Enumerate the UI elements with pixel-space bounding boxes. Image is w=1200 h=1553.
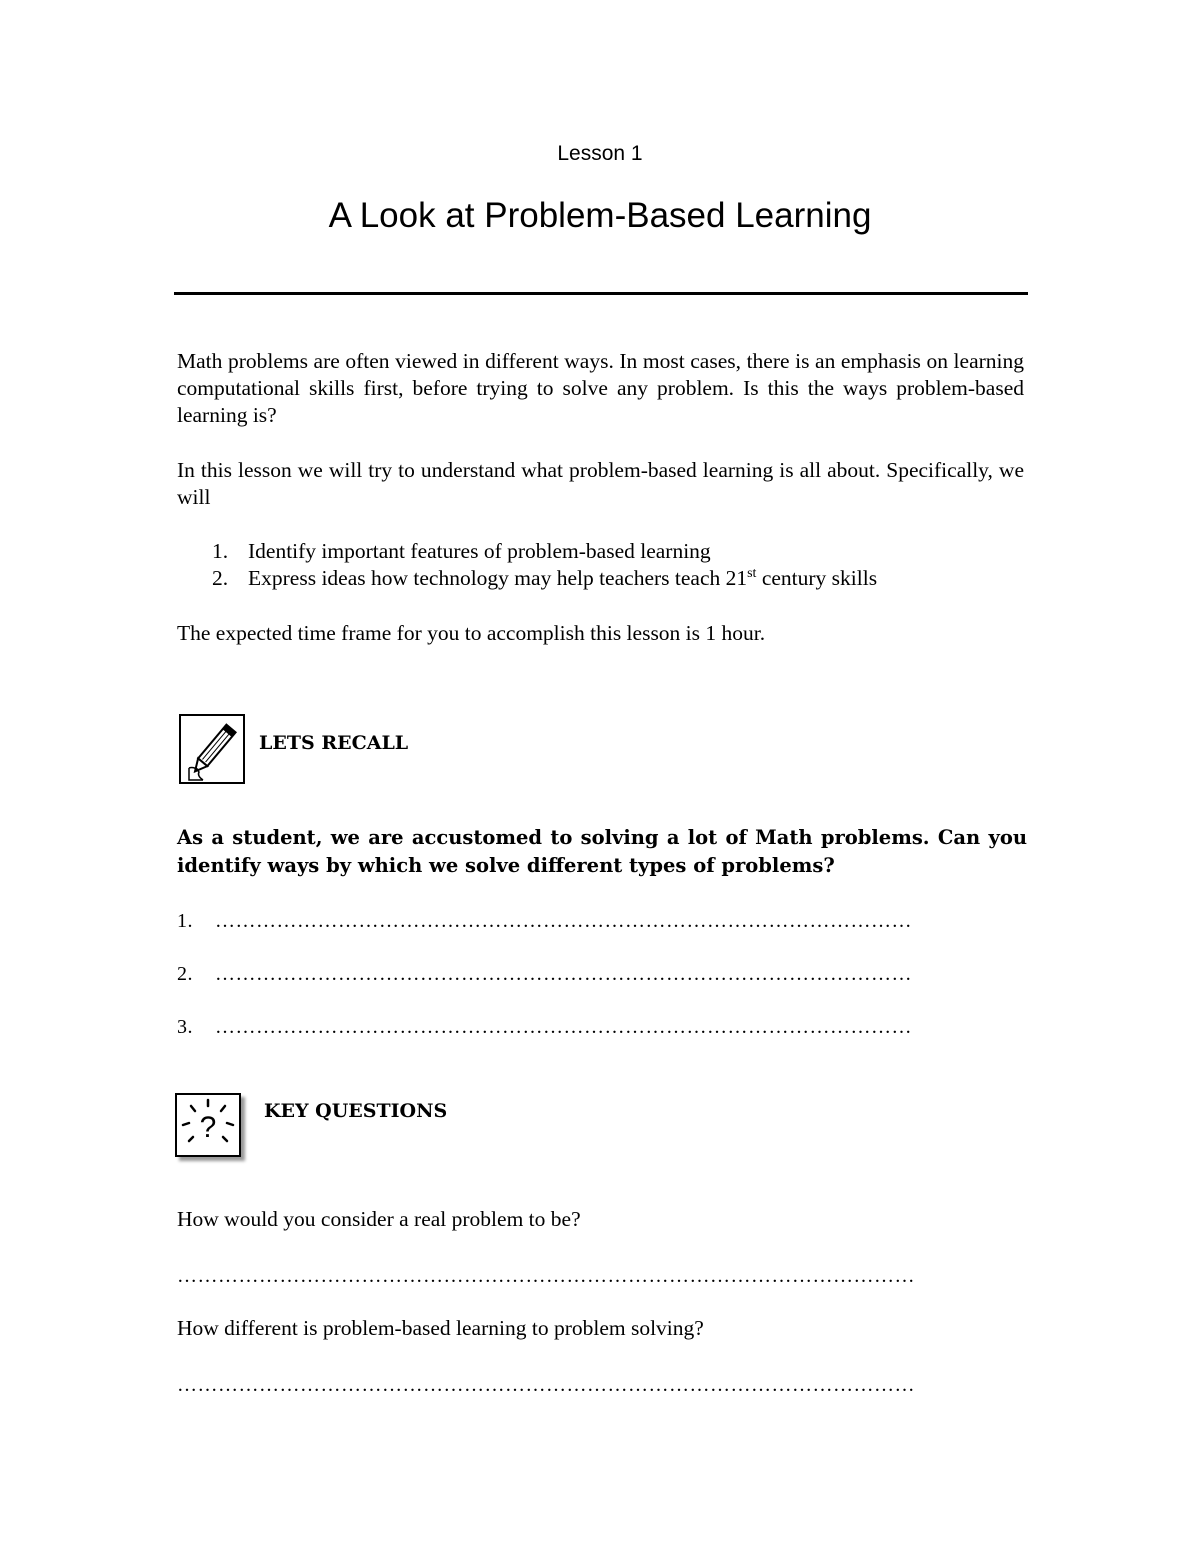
pencil-note-icon xyxy=(179,714,245,784)
objective-item xyxy=(212,565,1012,592)
answer-line xyxy=(177,963,1027,986)
page-title: A Look at Problem-Based Learning xyxy=(328,196,872,235)
answer-number: 1. xyxy=(177,910,193,932)
recall-prompt: As a student, we are accustomed to solving a lot of Math problems. Can you identify ways by which we solve different types of problems? xyxy=(177,826,1027,877)
answer-number: 3. xyxy=(177,1016,193,1038)
intro-paragraph-2: In this lesson we will try to understand what problem-based learning is all about. Specifically, we will xyxy=(177,458,1024,509)
time-frame-text: The expected time frame for you to accomplish this lesson is 1 hour. xyxy=(177,621,766,645)
svg-text:?: ? xyxy=(199,1111,217,1144)
answer-blank[interactable]: ………………………………………………………………………………………… xyxy=(215,963,912,985)
lesson-label: Lesson 1 xyxy=(557,142,643,165)
answer-blank[interactable]: ………………………………………………………………………………………… xyxy=(215,910,912,932)
ordinal-suffix: st xyxy=(747,565,757,581)
key-question-1: How would you consider a real problem to be? xyxy=(177,1207,581,1231)
answer-line xyxy=(177,910,1027,933)
key-question-2: How different is problem-based learning to problem solving? xyxy=(177,1316,704,1340)
answer-number: 2. xyxy=(177,963,193,985)
title-divider xyxy=(174,292,1028,295)
objective-number: 2. xyxy=(212,566,229,590)
objective-number: 1. xyxy=(212,539,229,563)
answer-blank[interactable]: ………………………………………………………………………………………… xyxy=(215,1016,912,1038)
lets-recall-heading: LETS RECALL xyxy=(259,732,409,754)
key-questions-heading: KEY QUESTIONS xyxy=(264,1100,448,1122)
intro-paragraph-1: Math problems are often viewed in different ways. In most cases, there is an emphasis on learning computational skills first, before trying to solve any problem. Is this the ways problem-based learning is? xyxy=(177,349,1024,427)
objective-item xyxy=(212,538,1012,565)
answer-line xyxy=(177,1016,1027,1039)
answer-blank[interactable]: ……………………………………………………………………………………………… xyxy=(177,1265,915,1287)
objective-text: Identify important features of problem-based learning xyxy=(248,539,711,563)
objective-text: Express ideas how technology may help teachers teach 21st century skills xyxy=(248,565,878,590)
answer-blank[interactable]: ……………………………………………………………………………………………… xyxy=(177,1374,915,1396)
objectives-list xyxy=(212,538,1012,592)
question-mark-icon xyxy=(175,1093,241,1157)
